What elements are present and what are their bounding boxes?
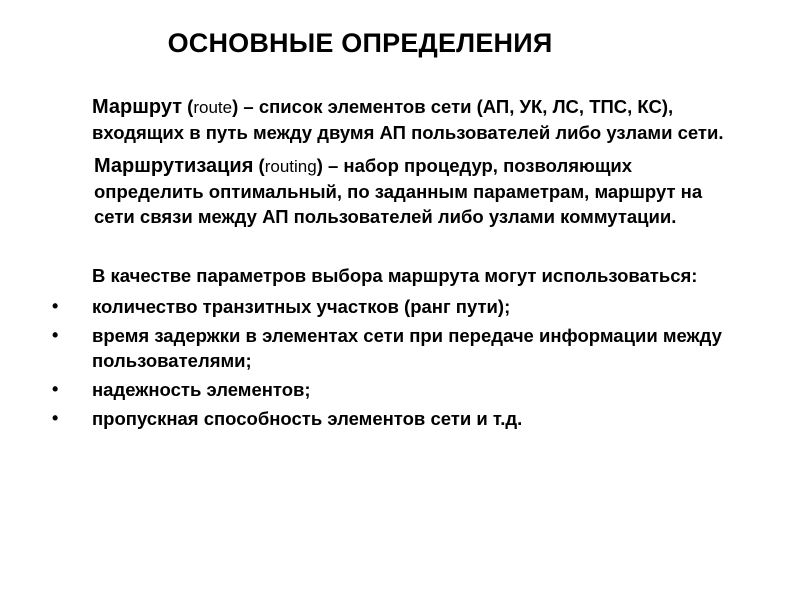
definition-route-text: ) – список элементов сети (АП, УК, ЛС, ТПС, КС), входящих в путь между двумя АП пользователей либо узлами сети. (92, 96, 724, 143)
list-item-text: надежность элементов; (92, 379, 311, 400)
definition-route (64, 94, 744, 145)
list-item (52, 377, 744, 402)
list-item (52, 323, 744, 373)
definition-routing-text: ) – набор процедур, позволяющих определить оптимальный, по заданным параметрам, маршрут на сети связи между АП пользователей либо узлами коммутации. (94, 155, 703, 227)
paren-open-route: ( (182, 96, 194, 117)
slide-content (52, 88, 744, 435)
bullet-icon: • (52, 408, 59, 428)
bullet-icon: • (52, 296, 59, 316)
list-item-text: количество транзитных участков (ранг пути); (92, 296, 511, 317)
definition-routing (64, 153, 744, 229)
term-routing: Маршрутизация (94, 155, 254, 177)
term-route: Маршрут (92, 96, 183, 118)
bullet-icon: • (52, 379, 59, 399)
paren-open-routing: ( (253, 155, 265, 176)
list-item-text: время задержки в элементах сети при передаче информации между пользователями; (92, 325, 722, 371)
english-route: route (193, 98, 233, 117)
params-list (52, 294, 744, 431)
list-item (52, 294, 744, 319)
bullet-icon: • (52, 325, 59, 345)
list-item-text: пропускная способность элементов сети и т.д. (92, 408, 523, 429)
list-item (52, 406, 744, 431)
slide-title: ОСНОВНЫЕ ОПРЕДЕЛЕНИЯ (167, 28, 553, 58)
english-routing: routing (264, 157, 317, 176)
params-intro: В качестве параметров выбора маршрута могут использоваться: (92, 265, 698, 286)
